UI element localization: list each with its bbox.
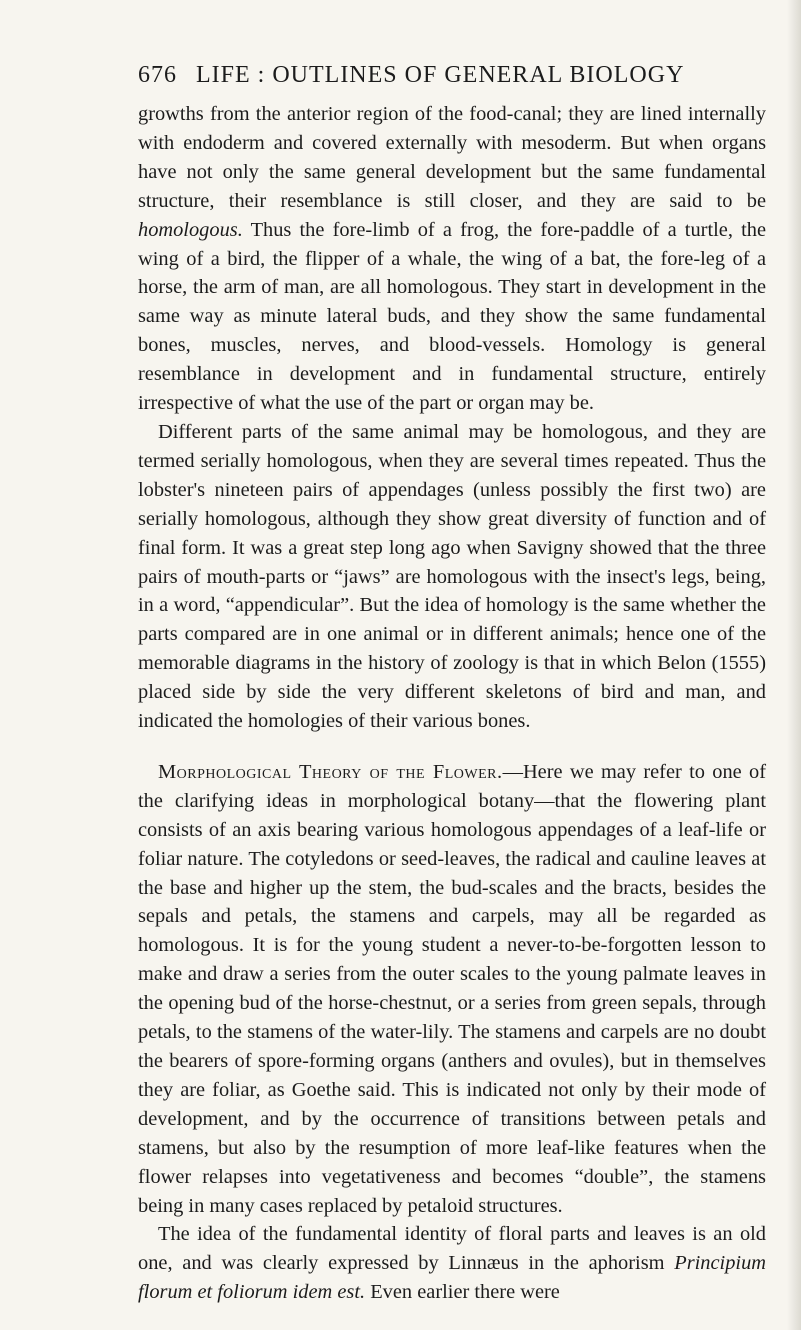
italic-term: homologous.	[138, 218, 243, 241]
running-header	[138, 62, 766, 96]
paragraph-text: Even earlier there were	[365, 1281, 560, 1304]
page-edge-shadow	[787, 0, 801, 1330]
italic-aphorism: Principium florum et foliorum idem est.	[138, 1252, 766, 1304]
section-heading: Morphological Theory of the Flower.	[158, 760, 503, 783]
body-text	[138, 100, 766, 1307]
book-page	[138, 62, 766, 1307]
paragraph-flower-theory	[138, 758, 766, 1221]
paragraph-text: The idea of the fundamental identity of floral parts and leaves is an old one, and was clearly expressed by Linnæus in the aphorism	[138, 1223, 766, 1275]
paragraph-linnaeus	[138, 1220, 766, 1307]
page-number: 676	[138, 62, 177, 88]
running-title: LIFE : OUTLINES OF GENERAL BIOLOGY	[196, 62, 685, 88]
paragraph-text: Thus the fore-limb of a frog, the fore-paddle of a turtle, the wing of a bird, the flipper of a whale, the wing of a bat, the fore-leg of a horse, the arm of man, are all homologous. They start in development in the same way as minute lateral buds, and they show the same fundamental bones, muscles, nerves, and blood-vessels. Homology is general resemblance in development and in fundamental structure, entirely irrespective of what the use of the part or organ may be.	[138, 218, 766, 415]
paragraph-serial-homology: Different parts of the same animal may be homologous, and they are termed serially homologous, when they are several times repeated. Thus the lobster's nineteen pairs of appendages (unless possibly the first two) are serially homologous, although they show great diversity of function and of final form. It was a great step long ago when Savigny showed that the three pairs of mouth-parts or “jaws” are homologous with the insect's legs, being, in a word, “appendicular”. But the idea of homology is the same whether the parts compared are in one animal or in different animals; hence one of the memorable diagrams in the history of zoology is that in which Belon (1555) placed side by side the very different skeletons of bird and man, and indicated the homologies of their various bones.	[138, 420, 766, 733]
paragraph-homologous	[138, 100, 766, 418]
paragraph-text: growths from the anterior region of the food-canal; they are lined internally with endoderm and covered externally with mesoderm. But when organs have not only the same general development but the same fundamental structure, their resemblance is still closer, and they are said to be	[138, 103, 766, 212]
paragraph-text: —Here we may refer to one of the clarifying ideas in morphological botany—that the flowering plant consists of an axis bearing various homologous appendages of a leaf-life or foliar nature. The cotyledons or seed-leaves, the radical and cauline leaves at the base and higher up the stem, the bud-scales and the bracts, besides the sepals and petals, the stamens and carpels, may all be regarded as homologous. It is for the young student a never-to-be-forgotten lesson to make and draw a series from the outer scales to the young palmate leaves in the opening bud of the horse-chestnut, or a series from green sepals, through petals, to the stamens of the water-lily. The stamens and carpels are no doubt the bearers of spore-forming organs (anthers and ovules), but in themselves they are foliar, as Goethe said. This is indicated not only by their mode of development, and by the occurrence of transitions between petals and stamens, but also by the resumption of more leaf-like features when the flower relapses into vegetativeness and becomes “double”, the stamens being in many cases replaced by petaloid structures.	[138, 760, 766, 1217]
